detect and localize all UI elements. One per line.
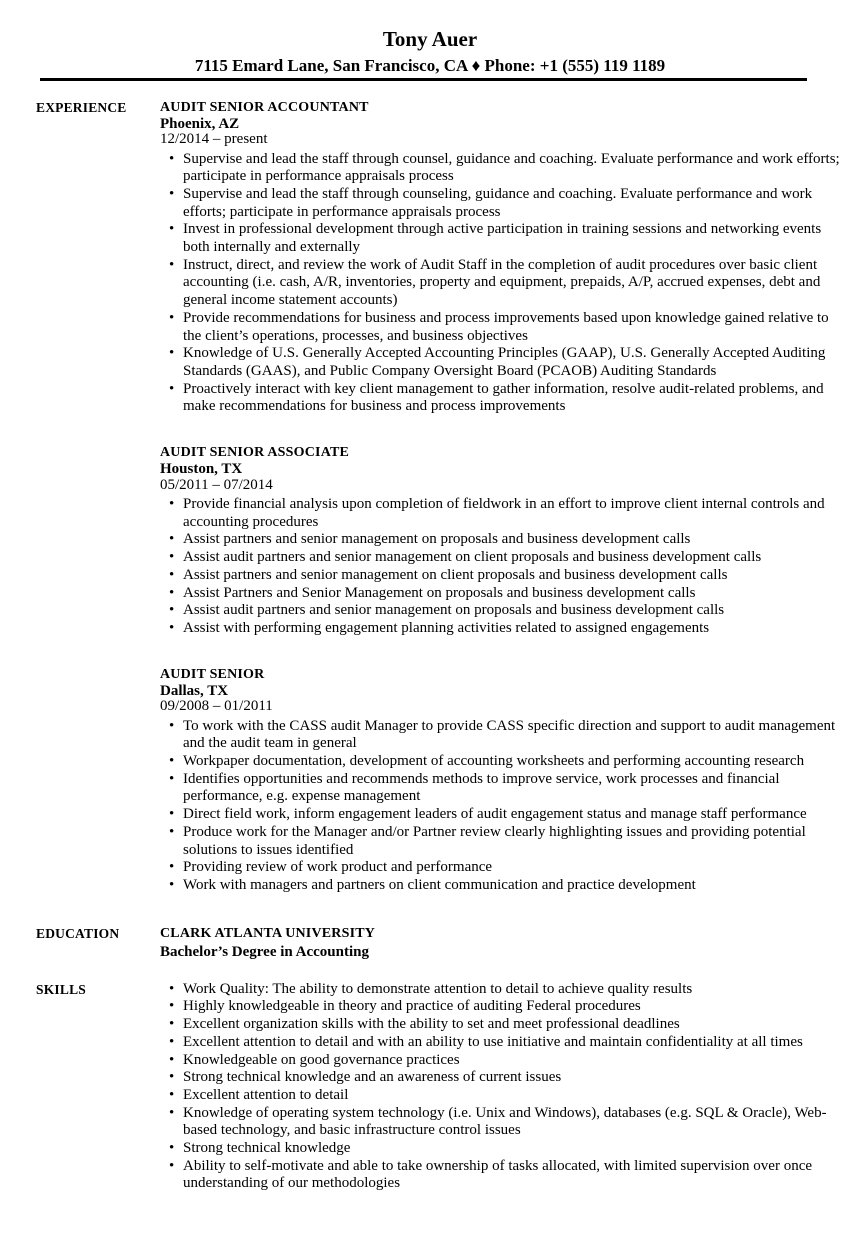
bullet-item: • To work with the CASS audit Manager to provide CASS specific direction and support to audit management and the audit team in general [183,718,850,753]
skills-content [160,981,850,1193]
bullet-item: • Proactively interact with key client management to gather information, resolve audit-related problems, and make recommendations for business and process improvements [183,381,850,416]
bullet-item: • Supervise and lead the staff through counsel, guidance and coaching. Evaluate performance and work efforts; participate in performance appraisals process [183,151,850,186]
bullet-item: • Assist partners and senior management on client proposals and business development calls [183,567,850,585]
bullet-item: • Work with managers and partners on client communication and practice development [183,877,850,895]
job-location: Dallas, TX [160,682,229,699]
experience-section [0,98,860,895]
bullet-item: • Assist audit partners and senior management on client proposals and business development calls [183,549,850,567]
bullet-item: • Strong technical knowledge [183,1140,850,1158]
bullet-item: • Assist audit partners and senior management on proposals and business development calls [183,602,850,620]
contact-line: 7115 Emard Lane, San Francisco, CA ♦ Phone: +1 (555) 119 1189 [194,56,666,75]
resume-header [0,0,860,81]
bullet-item: • Produce work for the Manager and/or Partner review clearly highlighting issues and providing potential solutions to issues identified [183,824,850,859]
header-divider [40,78,807,81]
experience-content [160,98,850,895]
section-label-skills: SKILLS [36,981,86,997]
bullet-item: • Workpaper documentation, development of accounting worksheets and performing accounting research [183,753,850,771]
job-dates: 12/2014 – present [160,131,268,147]
degree-name: Bachelor’s Degree in Accounting [160,943,369,960]
bullet-item: • Excellent attention to detail [183,1087,850,1105]
bullet-item: • Direct field work, inform engagement leaders of audit engagement status and manage staff performance [183,806,850,824]
section-label-education: EDUCATION [36,925,120,941]
job-title: AUDIT SENIOR [160,666,265,682]
education-content [160,924,850,960]
skills-section [0,981,860,1193]
bullet-item: • Strong technical knowledge and an awareness of current issues [183,1069,850,1087]
job-title: AUDIT SENIOR ASSOCIATE [160,445,350,461]
section-label-experience: EXPERIENCE [36,99,127,115]
bullet-item: • Instruct, direct, and review the work of Audit Staff in the completion of audit procedures over basic client accounting (i.e. cash, A/R, inventories, property and equipment, prepaids, A/P, accrued expenses, debt and general income statement accounts) [183,257,850,310]
candidate-name: Tony Auer [382,27,478,51]
education-section [0,924,860,960]
job-entry-audit-senior [160,665,850,895]
bullet-item: • Knowledge of operating system technology (i.e. Unix and Windows), databases (e.g. SQL & Oracle), Web-based technology, and basic infrastructure control issues [183,1105,850,1140]
bullet-item: • Identifies opportunities and recommends methods to improve service, work processes and financial performance, e.g. expense management [183,771,850,806]
bullet-item: • Providing review of work product and performance [183,859,850,877]
bullet-item: • Provide financial analysis upon completion of fieldwork in an effort to improve client internal controls and accounting procedures [183,496,850,531]
bullet-item: • Invest in professional development through active participation in training sessions and networking events both internally and externally [183,221,850,256]
job-bullet-list [160,496,850,638]
bullet-item: • Knowledge of U.S. Generally Accepted Accounting Principles (GAAP), U.S. Generally Accepted Auditing Standards (GAAS), and Public Company Oversight Board (PCAOB) Auditing Standards [183,345,850,380]
bullet-item: • Excellent attention to detail and with an ability to use initiative and maintain confidentiality at all times [183,1034,850,1052]
skills-bullet-list [160,981,850,1193]
bullet-item: • Ability to self-motivate and able to take ownership of tasks allocated, with limited supervision over once understanding of our methodologies [183,1158,850,1193]
job-bullet-list [160,151,850,417]
job-location: Houston, TX [160,461,243,478]
job-dates: 05/2011 – 07/2014 [160,476,273,493]
bullet-item: • Provide recommendations for business and process improvements based upon knowledge gained relative to the client’s operations, processes, and business objectives [183,310,850,345]
job-entry-audit-senior-accountant [160,98,850,417]
bullet-item: • Knowledgeable on good governance practices [183,1052,850,1070]
bullet-item: • Highly knowledgeable in theory and practice of auditing Federal procedures [183,998,850,1016]
school-name: CLARK ATLANTA UNIVERSITY [160,925,376,941]
job-location: Phoenix, AZ [160,115,240,132]
bullet-item: • Work Quality: The ability to demonstrate attention to detail to achieve quality results [183,981,850,999]
bullet-item: • Assist with performing engagement planning activities related to assigned engagements [183,620,850,638]
resume-body [0,98,860,1194]
bullet-item: • Assist Partners and Senior Management on proposals and business development calls [183,585,850,603]
job-title: AUDIT SENIOR ACCOUNTANT [160,99,369,115]
job-bullet-list [160,718,850,895]
bullet-item: • Supervise and lead the staff through counseling, guidance and coaching. Evaluate performance and work efforts; participate in performance appraisals process [183,186,850,221]
job-dates: 09/2008 – 01/2011 [160,698,273,715]
job-entry-audit-senior-associate [160,443,850,638]
bullet-item: • Assist partners and senior management on proposals and business development calls [183,531,850,549]
bullet-item: • Excellent organization skills with the ability to set and meet professional deadlines [183,1016,850,1034]
